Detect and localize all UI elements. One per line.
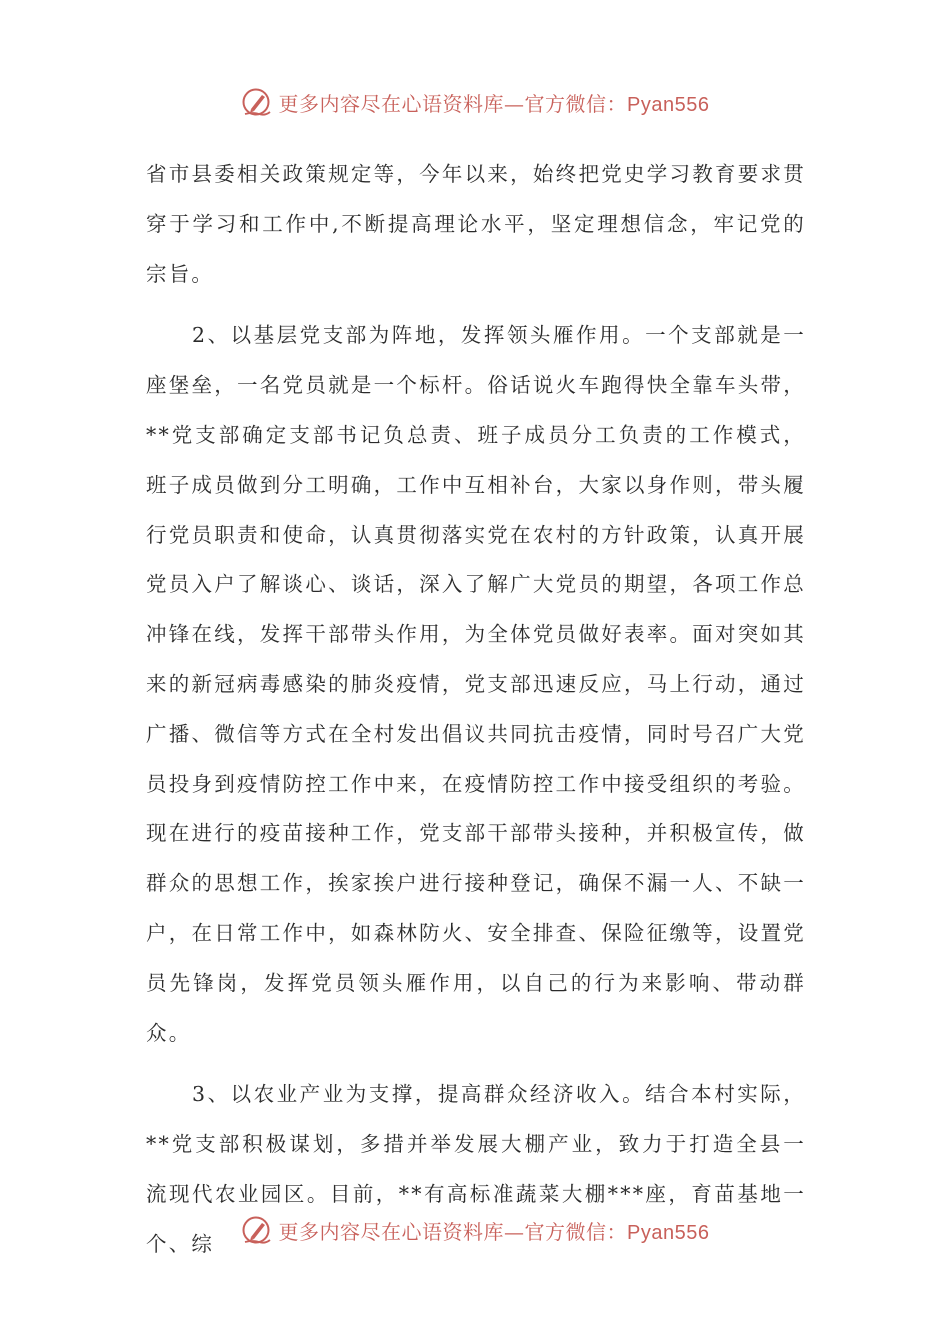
watermark-text: 更多内容尽在心语资料库—官方微信：Pyan556 xyxy=(278,1219,710,1244)
footer-watermark-banner xyxy=(0,1210,950,1250)
paragraph-section-3: 3、以农业产业为支撑，提高群众经济收入。结合本村实际，**党支部积极谋划，多措并举发展大棚产业，致力于打造全县一流现代农业园区。目前，**有高标准蔬菜大棚***座，育苗基地一个、综 xyxy=(146,1082,806,1256)
pen-logo-icon xyxy=(241,1214,273,1246)
watermark-group xyxy=(241,1214,710,1246)
header-watermark-banner xyxy=(0,82,950,122)
paragraph-section-2: 2、以基层党支部为阵地，发挥领头雁作用。一个支部就是一座堡垒，一名党员就是一个标杆。俗话说火车跑得快全靠车头带，**党支部确定支部书记负总责、班子成员分工负责的工作模式，班子成员做到分工明确，工作中互相补台，大家以身作则，带头履行党员职责和使命，认真贯彻落实党在农村的方针政策，认真开展党员入户了解谈心、谈话，深入了解广大党员的期望，各项工作总冲锋在线，发挥干部带头作用，为全体党员做好表率。面对突如其来的新冠病毒感染的肺炎疫情，党支部迅速反应，马上行动，通过广播、微信等方式在全村发出倡议共同抗击疫情，同时号召广大党员投身到疫情防控工作中来，在疫情防控工作中接受组织的考验。现在进行的疫苗接种工作，党支部干部带头接种，并积极宣传，做群众的思想工作，挨家挨户进行接种登记，确保不漏一人、不缺一户，在日常工作中，如森林防火、安全排查、保险征缴等，设置党员先锋岗，发挥党员领头雁作用，以自己的行为来影响、带动群众。 xyxy=(146,323,806,1045)
watermark-group xyxy=(241,86,710,118)
pen-logo-icon xyxy=(241,86,273,118)
document-body xyxy=(146,150,806,1270)
paragraph-continuation: 省市县委相关政策规定等，今年以来，始终把党史学习教育要求贯穿于学习和工作中,不断提高理论水平，坚定理想信念，牢记党的宗旨。 xyxy=(146,162,806,286)
watermark-text: 更多内容尽在心语资料库—官方微信：Pyan556 xyxy=(278,91,710,116)
